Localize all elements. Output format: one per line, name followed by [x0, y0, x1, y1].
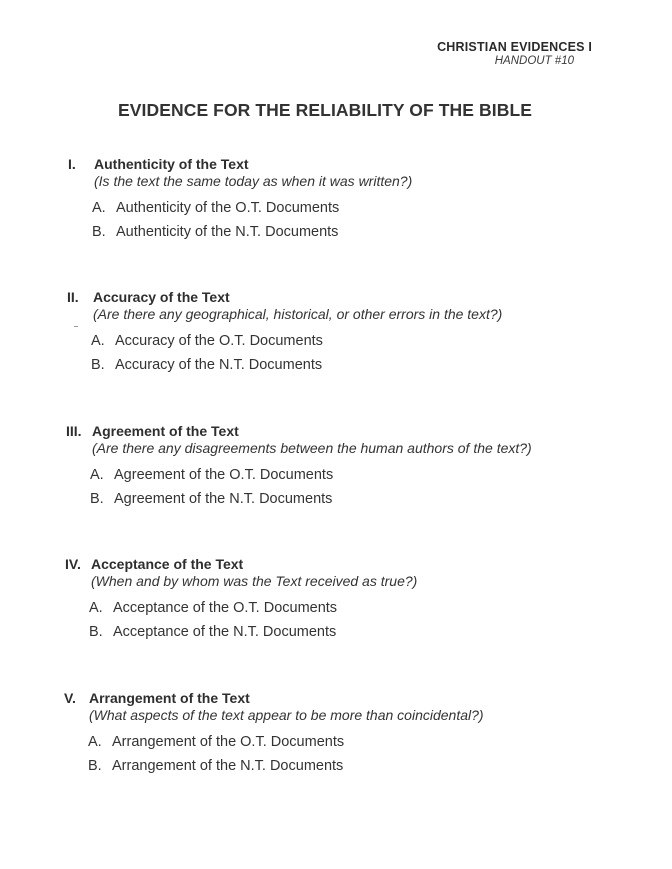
- scan-mark: [74, 326, 78, 327]
- section-question: (What aspects of the text appear to be more than coincidental?): [89, 707, 484, 723]
- list-item: [88, 758, 484, 782]
- item-letter: A.: [92, 200, 106, 216]
- item-letter: A.: [90, 467, 104, 483]
- section-heading: [66, 423, 532, 439]
- section-authenticity: [68, 156, 412, 248]
- section-numeral: IV.: [65, 556, 81, 572]
- section-heading: [68, 156, 412, 172]
- section-title: Accuracy of the Text: [93, 289, 230, 305]
- item-letter: B.: [90, 491, 104, 507]
- list-item: [90, 491, 532, 515]
- item-text: Agreement of the O.T. Documents: [114, 467, 334, 483]
- list-item: [90, 467, 532, 491]
- list-item: [88, 734, 484, 758]
- item-text: Acceptance of the N.T. Documents: [113, 624, 337, 640]
- section-question: (When and by whom was the Text received as true?): [91, 573, 418, 589]
- section-question: (Is the text the same today as when it was written?): [94, 173, 413, 189]
- item-letter: A.: [88, 734, 102, 750]
- item-letter: B.: [89, 624, 103, 640]
- course-title: CHRISTIAN EVIDENCES I: [437, 40, 592, 54]
- section-question: (Are there any geographical, historical, or other errors in the text?): [93, 306, 503, 322]
- item-text: Authenticity of the O.T. Documents: [116, 200, 340, 216]
- item-text: Acceptance of the O.T. Documents: [113, 600, 338, 616]
- section-numeral: II.: [67, 289, 79, 305]
- item-letter: B.: [92, 224, 106, 240]
- section-heading: [67, 289, 502, 305]
- item-text: Authenticity of the N.T. Documents: [116, 224, 339, 240]
- section-question: (Are there any disagreements between the human authors of the text?): [92, 440, 532, 456]
- handout-label: HANDOUT #10: [494, 55, 574, 67]
- item-text: Agreement of the N.T. Documents: [114, 491, 333, 507]
- section-title: Agreement of the Text: [92, 423, 239, 439]
- section-heading: [64, 690, 484, 706]
- section-numeral: III.: [66, 423, 82, 439]
- page-header: [437, 40, 592, 67]
- section-title: Authenticity of the Text: [94, 156, 249, 172]
- list-item: [91, 333, 502, 357]
- list-item: [92, 224, 412, 248]
- item-text: Accuracy of the N.T. Documents: [115, 357, 323, 373]
- section-agreement: [66, 423, 532, 515]
- list-item: [89, 624, 417, 648]
- section-numeral: V.: [64, 690, 76, 706]
- list-item: [89, 600, 417, 624]
- item-text: Arrangement of the N.T. Documents: [112, 758, 344, 774]
- page-title: EVIDENCE FOR THE RELIABILITY OF THE BIBLE: [117, 100, 533, 120]
- section-title: Acceptance of the Text: [91, 556, 244, 572]
- section-acceptance: [65, 556, 417, 648]
- section-arrangement: [64, 690, 484, 782]
- item-text: Accuracy of the O.T. Documents: [115, 333, 323, 349]
- section-title: Arrangement of the Text: [89, 690, 250, 706]
- item-letter: B.: [88, 758, 102, 774]
- section-accuracy: [67, 289, 502, 381]
- item-text: Arrangement of the O.T. Documents: [112, 734, 345, 750]
- list-item: [91, 357, 502, 381]
- item-letter: A.: [89, 600, 103, 616]
- item-letter: A.: [91, 333, 105, 349]
- section-heading: [65, 556, 417, 572]
- list-item: [92, 200, 412, 224]
- section-numeral: I.: [68, 156, 76, 172]
- item-letter: B.: [91, 357, 105, 373]
